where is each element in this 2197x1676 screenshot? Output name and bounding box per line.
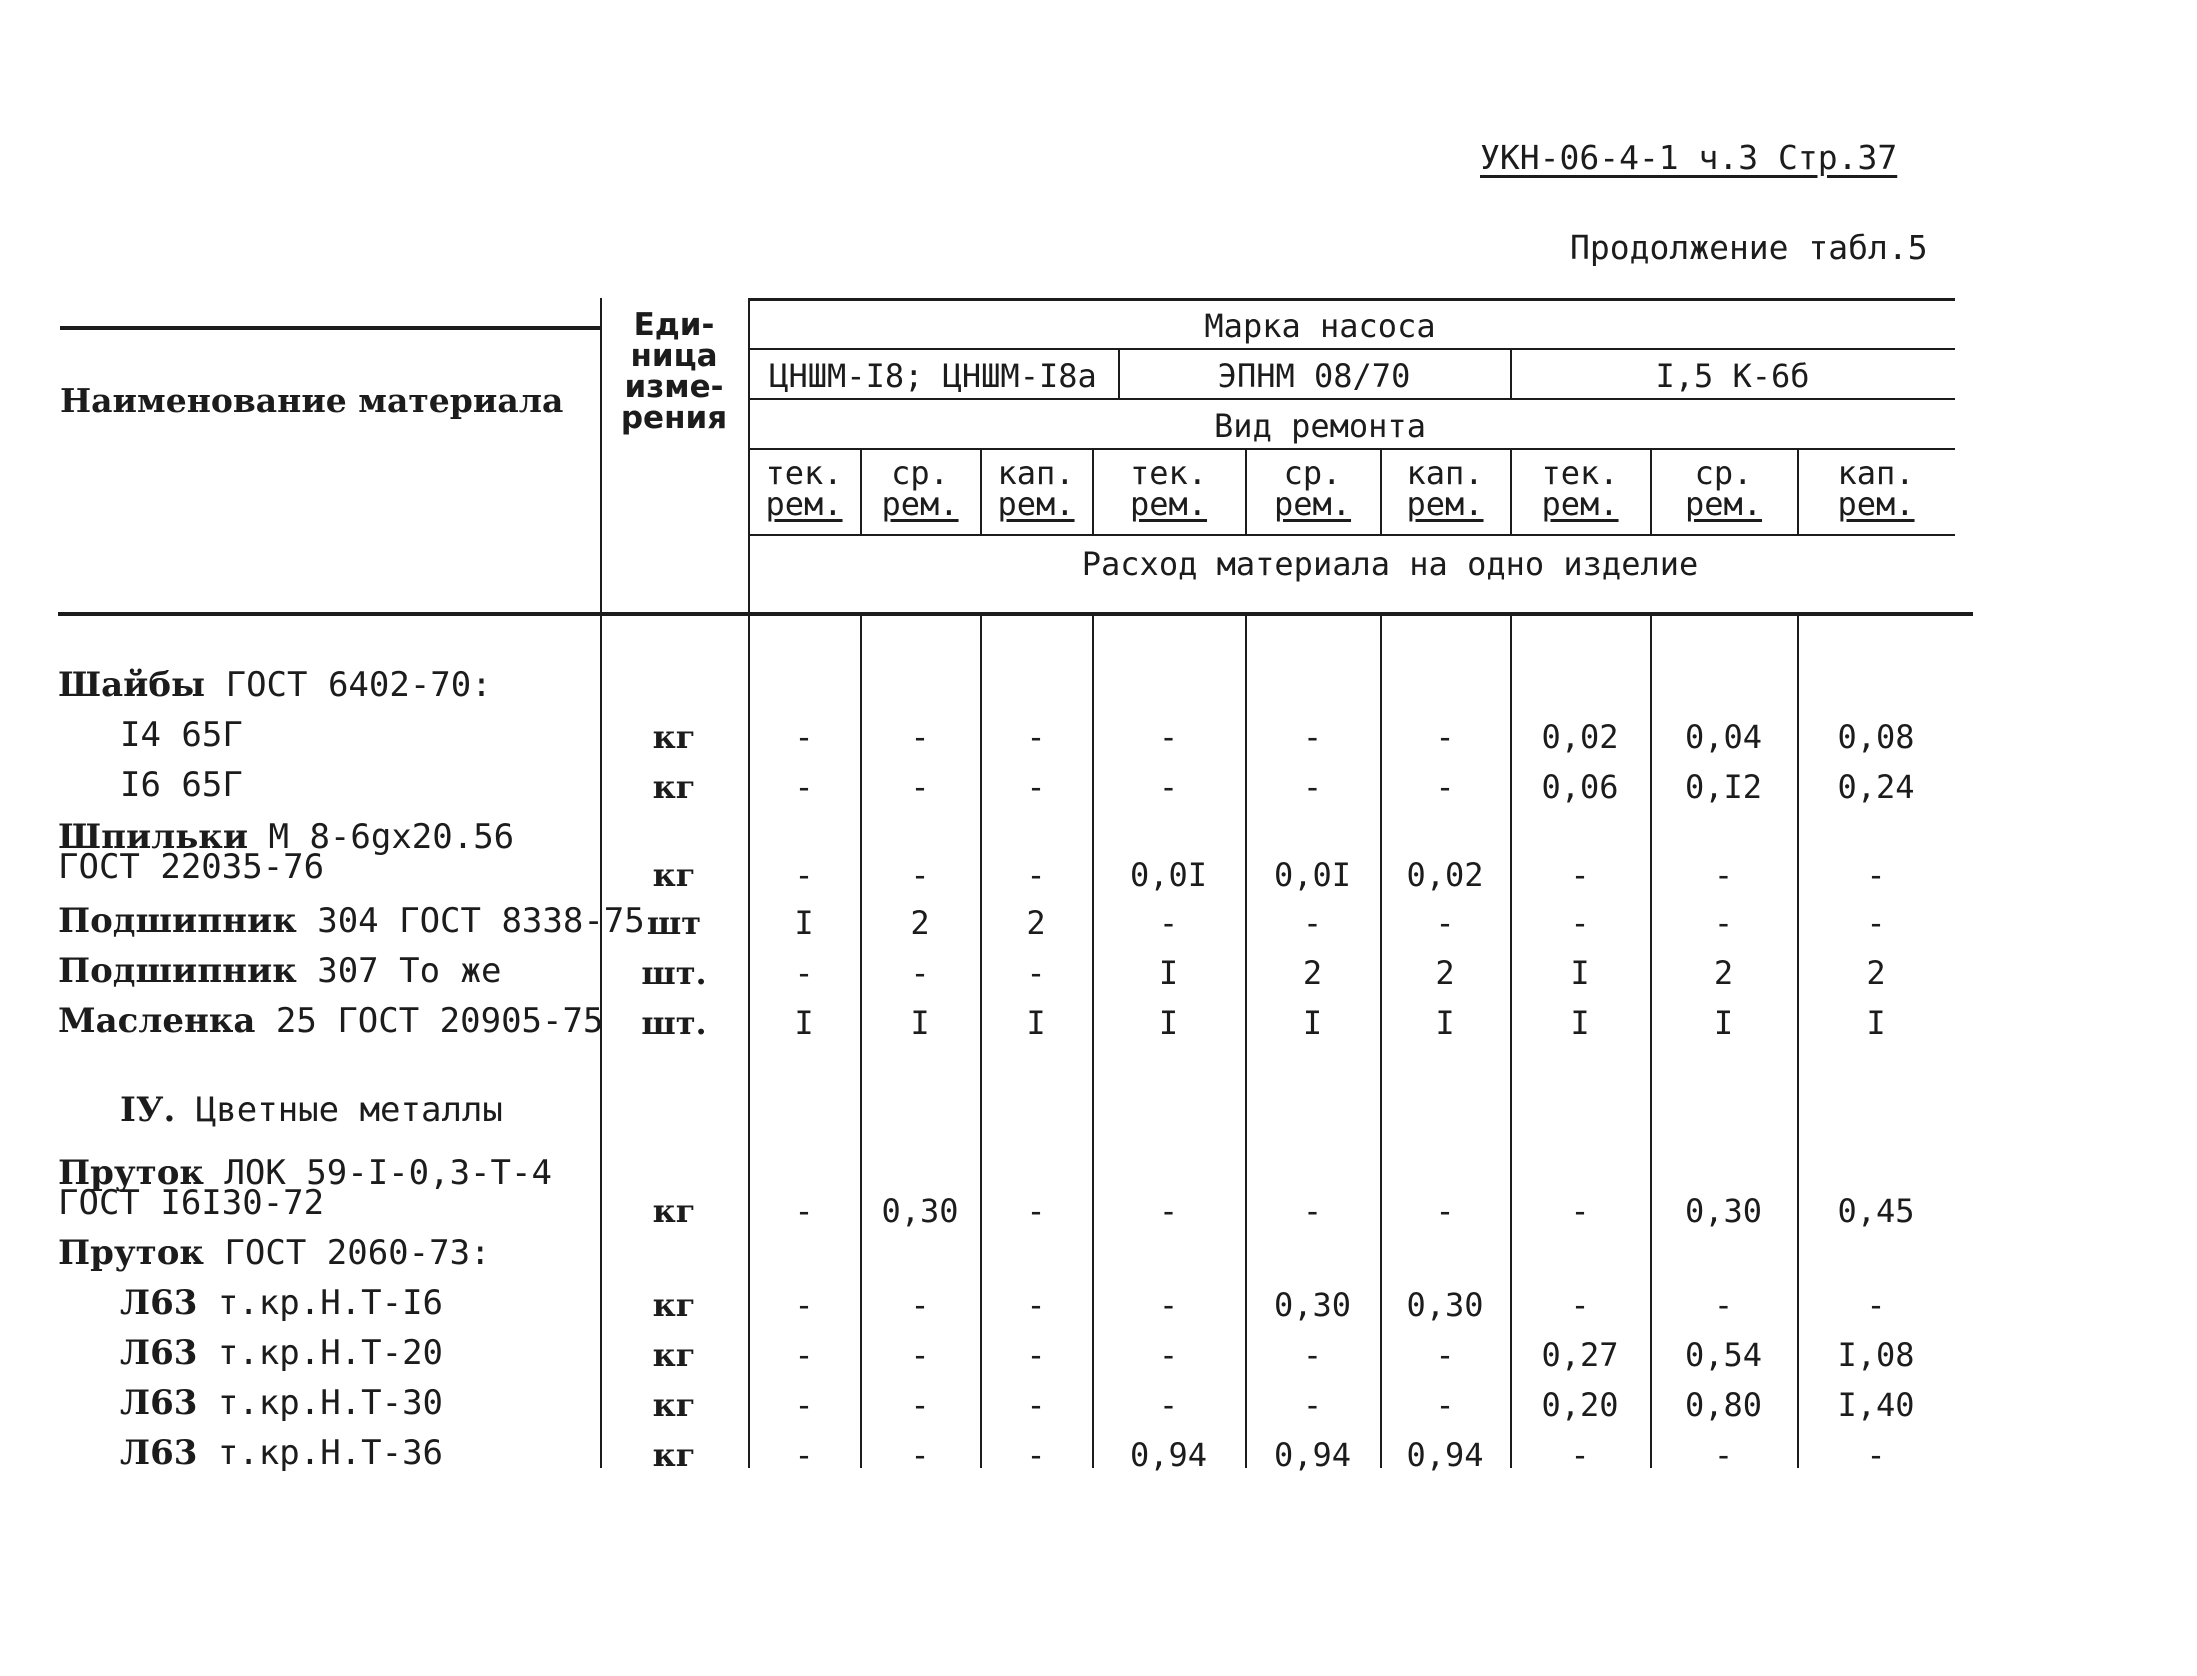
consumption-value: - bbox=[1435, 1386, 1455, 1424]
consumption-header: Расход материала на одно изделие bbox=[1081, 545, 1699, 583]
consumption-value: 2 bbox=[1026, 904, 1046, 942]
material-name bbox=[58, 901, 645, 941]
consumption-value: - bbox=[1570, 1286, 1590, 1324]
consumption-value: - bbox=[1026, 856, 1046, 894]
consumption-value: 0,80 bbox=[1684, 1386, 1763, 1424]
consumption-value: - bbox=[910, 718, 930, 756]
table-rule-3 bbox=[748, 398, 1955, 400]
unit-cell: шт bbox=[646, 904, 702, 942]
material-name bbox=[120, 715, 243, 755]
table-rule-2 bbox=[748, 348, 1955, 350]
body-col-divider-5 bbox=[1510, 612, 1512, 1468]
unit-cell: шт. bbox=[641, 1004, 707, 1042]
material-kind: Шайбы bbox=[58, 665, 206, 705]
consumption-value: 0,I2 bbox=[1684, 768, 1763, 806]
material-name bbox=[58, 665, 492, 705]
subcol-divider-6 bbox=[1650, 448, 1652, 534]
consumption-value: 0,27 bbox=[1541, 1336, 1619, 1374]
consumption-value: - bbox=[794, 856, 814, 894]
consumption-value: - bbox=[794, 1386, 814, 1424]
consumption-value: I bbox=[794, 904, 814, 942]
repair-type-7-line-0: ср. bbox=[1694, 454, 1753, 492]
consumption-value: - bbox=[1302, 768, 1323, 806]
material-kind: Л63 bbox=[120, 1433, 198, 1473]
consumption-value: - bbox=[1302, 904, 1323, 942]
material-spec: М 8-6gх20.56 bbox=[248, 817, 515, 857]
consumption-value: I bbox=[1302, 1004, 1323, 1042]
repair-type-2 bbox=[997, 454, 1075, 523]
consumption-value: - bbox=[1026, 954, 1046, 992]
unit-cell: шт. bbox=[641, 954, 707, 992]
unit-cell: кг bbox=[652, 1192, 696, 1230]
pump-name-0: ЦНШМ-I8; ЦНШМ-I8а bbox=[769, 357, 1097, 395]
consumption-value: 0,08 bbox=[1837, 718, 1915, 756]
consumption-value: I bbox=[1570, 1004, 1590, 1042]
consumption-value: - bbox=[910, 768, 930, 806]
page-header: УКН-06-4-1 ч.3 Стр.37 bbox=[1480, 138, 1898, 177]
body-col-divider-1 bbox=[980, 612, 982, 1468]
consumption-value: 0,94 bbox=[1406, 1436, 1484, 1474]
consumption-value: - bbox=[1302, 1192, 1323, 1230]
consumption-value: - bbox=[1158, 904, 1179, 942]
material-name bbox=[120, 1383, 444, 1423]
consumption-value: - bbox=[1866, 904, 1886, 942]
subcol-divider-4 bbox=[1380, 448, 1382, 534]
consumption-value: 2 bbox=[1713, 954, 1734, 992]
consumption-value: - bbox=[1570, 1436, 1590, 1474]
material-name bbox=[120, 1433, 444, 1473]
consumption-value: I bbox=[1158, 954, 1179, 992]
material-kind: Подшипник bbox=[58, 901, 297, 941]
consumption-value: I bbox=[1026, 1004, 1046, 1042]
material-spec: 304 ГОСТ 8338-75 bbox=[296, 901, 645, 941]
consumption-value: - bbox=[794, 768, 814, 806]
repair-type-2-line-1: рем. bbox=[997, 485, 1075, 523]
material-kind: Подшипник bbox=[58, 951, 297, 991]
name-col-divider bbox=[600, 298, 602, 1468]
repair-type-4-line-0: ср. bbox=[1283, 454, 1342, 492]
consumption-value: - bbox=[1302, 1386, 1323, 1424]
consumption-value: - bbox=[1713, 1436, 1734, 1474]
body-col-divider-7 bbox=[1797, 612, 1799, 1468]
material-name bbox=[58, 1233, 491, 1273]
consumption-value: 2 bbox=[1435, 954, 1455, 992]
consumption-value: - bbox=[910, 1386, 930, 1424]
consumption-value: - bbox=[794, 1436, 814, 1474]
repair-type-4-line-1: рем. bbox=[1273, 485, 1352, 523]
material-spec: т.кр.Н.Т-I6 bbox=[197, 1283, 444, 1323]
consumption-value: - bbox=[1026, 718, 1046, 756]
repair-type-6-line-1: рем. bbox=[1541, 485, 1619, 523]
consumption-value: - bbox=[1866, 1286, 1886, 1324]
repair-type-6-line-0: тек. bbox=[1541, 454, 1619, 492]
consumption-value: 2 bbox=[1866, 954, 1886, 992]
consumption-value: I bbox=[1158, 1004, 1179, 1042]
material-standard: ГОСТ I6I30-72 bbox=[58, 1183, 325, 1223]
material-spec: т.кр.Н.Т-36 bbox=[197, 1433, 444, 1473]
table-rule-1 bbox=[748, 298, 1955, 301]
consumption-value: - bbox=[910, 954, 930, 992]
consumption-value: - bbox=[1866, 1436, 1886, 1474]
consumption-value: - bbox=[1570, 904, 1590, 942]
consumption-value: - bbox=[1158, 1386, 1179, 1424]
consumption-value: 0,04 bbox=[1684, 718, 1763, 756]
consumption-value: - bbox=[1026, 1386, 1046, 1424]
body-col-divider-3 bbox=[1245, 612, 1247, 1468]
material-kind: Л63 bbox=[120, 1283, 198, 1323]
consumption-value: 0,06 bbox=[1541, 768, 1619, 806]
repair-type-0-line-0: тек. bbox=[765, 454, 843, 492]
consumption-value: - bbox=[1435, 768, 1455, 806]
consumption-value: 0,45 bbox=[1837, 1192, 1915, 1230]
unit-header-line-1: ница bbox=[630, 338, 718, 374]
consumption-value: - bbox=[1302, 1336, 1323, 1374]
material-name bbox=[58, 1001, 604, 1041]
consumption-value: - bbox=[1158, 768, 1179, 806]
subcol-divider-3 bbox=[1245, 448, 1247, 534]
repair-type-6 bbox=[1541, 454, 1619, 523]
repair-type-3-line-0: тек. bbox=[1129, 454, 1208, 492]
consumption-value: - bbox=[794, 1336, 814, 1374]
repair-type-5-line-0: кап. bbox=[1406, 454, 1484, 492]
repair-type-8-line-1: рем. bbox=[1837, 485, 1915, 523]
unit-cell: кг bbox=[652, 768, 696, 806]
material-spec: 307 То же bbox=[296, 951, 502, 991]
unit-col-divider bbox=[748, 298, 750, 1468]
unit-cell: кг bbox=[652, 856, 696, 894]
consumption-value: - bbox=[1435, 1192, 1455, 1230]
material-spec: т.кр.Н.Т-20 bbox=[197, 1333, 444, 1373]
subcol-divider-0 bbox=[860, 448, 862, 534]
consumption-value: - bbox=[794, 954, 814, 992]
table-rule-5 bbox=[748, 534, 1955, 536]
table-rule-4 bbox=[748, 448, 1955, 450]
consumption-value: - bbox=[1570, 856, 1590, 894]
table-rule-0 bbox=[60, 326, 600, 330]
consumption-value: - bbox=[1026, 1436, 1046, 1474]
material-spec: т.кр.Н.Т-30 bbox=[197, 1383, 444, 1423]
consumption-value: 0,0I bbox=[1273, 856, 1352, 894]
material-kind: Л63 bbox=[120, 1333, 198, 1373]
consumption-value: 0,30 bbox=[1406, 1286, 1484, 1324]
material-name bbox=[120, 1283, 444, 1323]
subcol-divider-2 bbox=[1092, 448, 1094, 534]
subcol-divider-1 bbox=[980, 448, 982, 534]
repair-type-3-line-1: рем. bbox=[1129, 485, 1208, 523]
consumption-value: 2 bbox=[910, 904, 930, 942]
consumption-value: - bbox=[794, 718, 814, 756]
repair-type-2-line-0: кап. bbox=[997, 454, 1075, 492]
body-col-divider-0 bbox=[860, 612, 862, 1468]
col-header-material-name: Наименование материала bbox=[60, 381, 564, 420]
repair-type-0 bbox=[765, 454, 843, 523]
unit-cell: кг bbox=[652, 1436, 696, 1474]
material-spec: I6 65Г bbox=[120, 765, 243, 805]
table-rule-6 bbox=[58, 612, 1973, 616]
repair-type-7-line-1: рем. bbox=[1684, 485, 1763, 523]
consumption-value: - bbox=[1158, 1192, 1179, 1230]
consumption-value: - bbox=[910, 1336, 930, 1374]
body-col-divider-2 bbox=[1092, 612, 1094, 1468]
pump-divider-1 bbox=[1510, 348, 1512, 398]
section-label: Цветные металлы bbox=[175, 1090, 503, 1130]
consumption-value: 0,30 bbox=[881, 1192, 959, 1230]
consumption-value: - bbox=[1158, 1286, 1179, 1324]
consumption-value: 0,30 bbox=[1273, 1286, 1352, 1324]
unit-header-line-3: рения bbox=[620, 400, 728, 436]
consumption-value: - bbox=[1302, 718, 1323, 756]
section-number: IУ. bbox=[120, 1090, 176, 1130]
unit-cell: кг bbox=[652, 718, 696, 756]
repair-type-8 bbox=[1837, 454, 1915, 523]
material-name bbox=[120, 1333, 444, 1373]
material-name bbox=[120, 765, 243, 805]
consumption-value: 0,54 bbox=[1684, 1336, 1763, 1374]
unit-cell: кг bbox=[652, 1386, 696, 1424]
repair-type-1-line-0: ср. bbox=[891, 454, 949, 492]
pump-brand-header: Марка насоса bbox=[1204, 307, 1436, 345]
consumption-value: - bbox=[1158, 718, 1179, 756]
consumption-value: I,08 bbox=[1837, 1336, 1915, 1374]
consumption-value: 0,30 bbox=[1684, 1192, 1763, 1230]
consumption-value: - bbox=[794, 1286, 814, 1324]
consumption-value: - bbox=[1570, 1192, 1590, 1230]
consumption-value: - bbox=[794, 1192, 814, 1230]
material-kind: Л63 bbox=[120, 1383, 198, 1423]
unit-cell: кг bbox=[652, 1286, 696, 1324]
consumption-value: - bbox=[910, 856, 930, 894]
consumption-value: I bbox=[794, 1004, 814, 1042]
col-header-unit bbox=[620, 307, 728, 436]
material-kind: Пруток bbox=[58, 1153, 204, 1193]
repair-type-3 bbox=[1129, 454, 1208, 523]
consumption-value: - bbox=[1435, 1336, 1455, 1374]
consumption-value: - bbox=[1435, 718, 1455, 756]
body-col-divider-4 bbox=[1380, 612, 1382, 1468]
consumption-value: - bbox=[1026, 1336, 1046, 1374]
section-title bbox=[120, 1090, 503, 1130]
material-name bbox=[58, 951, 502, 991]
repair-type-4 bbox=[1273, 454, 1352, 523]
consumption-value: 0,0I bbox=[1129, 856, 1208, 894]
consumption-value: - bbox=[1713, 904, 1734, 942]
consumption-value: I,40 bbox=[1837, 1386, 1915, 1424]
consumption-value: 0,94 bbox=[1273, 1436, 1352, 1474]
repair-type-header: Вид ремонта bbox=[1214, 407, 1426, 445]
material-spec: ЛОК 59-I-0,3-Т-4 bbox=[203, 1153, 552, 1193]
material-spec: ГОСТ 6402-70: bbox=[205, 665, 492, 705]
material-kind: Масленка bbox=[58, 1001, 256, 1041]
material-kind: Пруток bbox=[58, 1233, 204, 1273]
material-spec: 25 ГОСТ 20905-75 bbox=[255, 1001, 604, 1041]
pump-name-1: ЭПНМ 08/70 bbox=[1217, 357, 1411, 395]
unit-header-line-0: Еди- bbox=[633, 307, 715, 343]
unit-header-line-2: изме- bbox=[624, 369, 724, 405]
consumption-value: I bbox=[910, 1004, 930, 1042]
subcol-divider-5 bbox=[1510, 448, 1512, 534]
consumption-value: 0,02 bbox=[1541, 718, 1619, 756]
pump-divider-0 bbox=[1118, 348, 1120, 398]
consumption-value: - bbox=[1866, 856, 1886, 894]
repair-type-0-line-1: рем. bbox=[765, 485, 843, 523]
pump-name-2: I,5 К-6б bbox=[1655, 357, 1810, 395]
repair-type-1 bbox=[881, 454, 959, 523]
consumption-value: - bbox=[1713, 1286, 1734, 1324]
consumption-value: 0,20 bbox=[1541, 1386, 1619, 1424]
material-spec: ГОСТ 2060-73: bbox=[203, 1233, 491, 1273]
consumption-value: - bbox=[1713, 856, 1734, 894]
consumption-value: 0,02 bbox=[1406, 856, 1484, 894]
repair-type-7 bbox=[1684, 454, 1763, 523]
consumption-value: 0,94 bbox=[1129, 1436, 1208, 1474]
consumption-value: I bbox=[1435, 1004, 1455, 1042]
material-spec: I4 65Г bbox=[120, 715, 243, 755]
consumption-value: 2 bbox=[1302, 954, 1323, 992]
repair-type-5-line-1: рем. bbox=[1406, 485, 1484, 523]
consumption-value: I bbox=[1570, 954, 1590, 992]
material-standard: ГОСТ 22035-76 bbox=[58, 847, 325, 887]
consumption-value: - bbox=[1026, 768, 1046, 806]
repair-type-1-line-1: рем. bbox=[881, 485, 959, 523]
consumption-value: - bbox=[1435, 904, 1455, 942]
subcol-divider-7 bbox=[1797, 448, 1799, 534]
consumption-value: - bbox=[1026, 1192, 1046, 1230]
table-continuation-label: Продолжение табл.5 bbox=[1570, 228, 1928, 267]
consumption-value: I bbox=[1866, 1004, 1886, 1042]
repair-type-5 bbox=[1406, 454, 1484, 523]
consumption-value: - bbox=[910, 1286, 930, 1324]
consumption-value: 0,24 bbox=[1837, 768, 1915, 806]
consumption-value: - bbox=[1158, 1336, 1179, 1374]
consumption-value: - bbox=[1026, 1286, 1046, 1324]
body-col-divider-6 bbox=[1650, 612, 1652, 1468]
repair-type-8-line-0: кап. bbox=[1837, 454, 1915, 492]
consumption-value: - bbox=[910, 1436, 930, 1474]
unit-cell: кг bbox=[652, 1336, 696, 1374]
material-kind: Шпильки bbox=[58, 817, 249, 857]
consumption-value: I bbox=[1713, 1004, 1734, 1042]
